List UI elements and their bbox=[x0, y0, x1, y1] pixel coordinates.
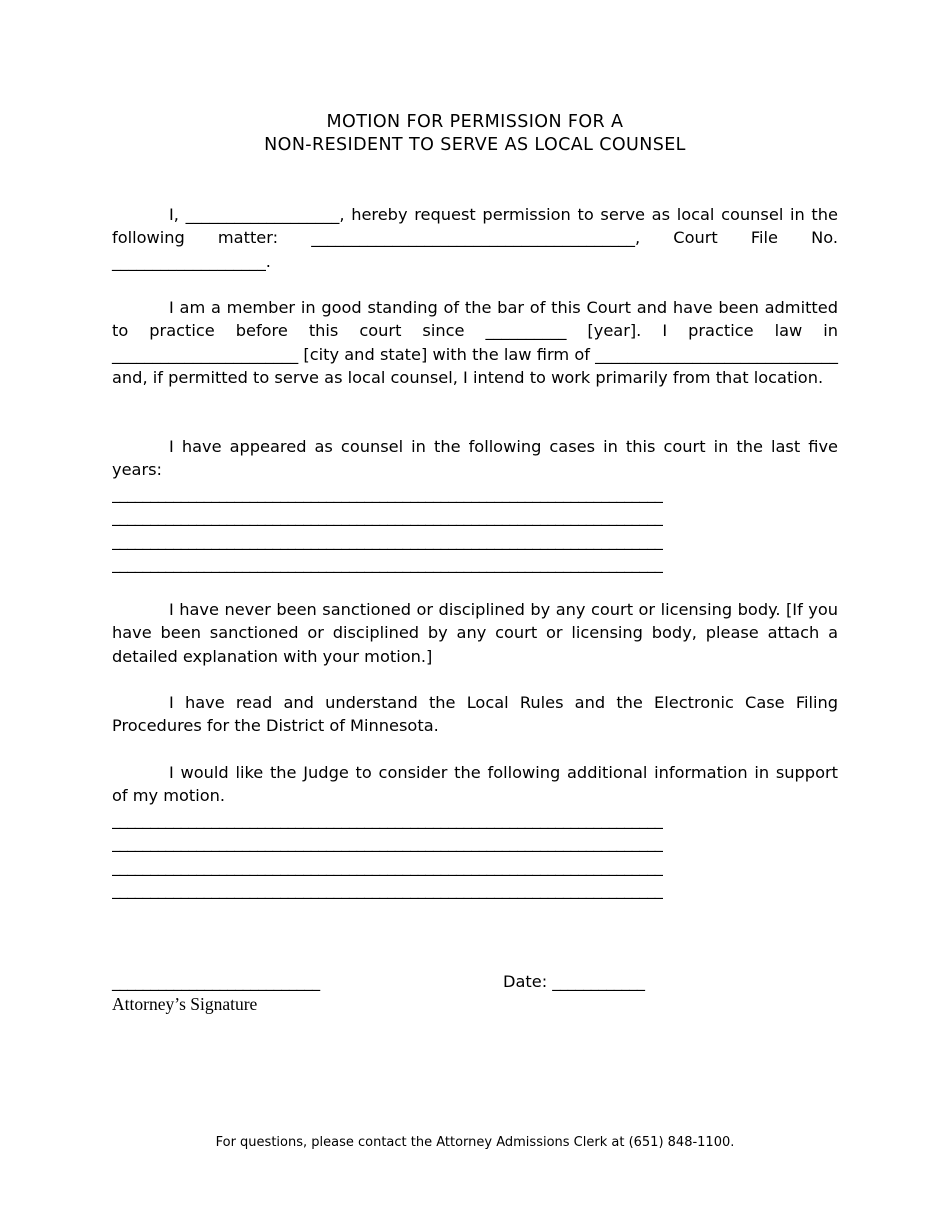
paragraph-text: I have read and understand the Local Rules and the Electronic Case Filing Procedures for the District of Minnesota. bbox=[112, 693, 838, 736]
date-label: Date: bbox=[503, 972, 553, 991]
date-field bbox=[503, 970, 645, 993]
cases-blank-line-3[interactable]: ________________________________________________________________________ bbox=[112, 530, 663, 550]
paragraph-standing bbox=[112, 296, 838, 390]
paragraph-request bbox=[112, 203, 838, 273]
signature-label: Attorney’s Signature bbox=[112, 994, 258, 1014]
additional-blank-line-4[interactable]: ________________________________________________________________________ bbox=[112, 879, 663, 899]
paragraph-text: I would like the Judge to consider the following additional information in support of my motion. bbox=[112, 763, 838, 806]
paragraph-cases bbox=[112, 435, 838, 575]
paragraph-text: I am a member in good standing of the bar of this Court and have been admitted to practice before this court since __________ [year]. I practice law in _______________________ [city and state] with the law firm of ______________________________ and, if permitted to serve as local counsel, I intend to work primarily from that location. bbox=[112, 298, 838, 388]
title-line-2: NON-RESIDENT TO SERVE AS LOCAL COUNSEL bbox=[264, 135, 686, 155]
cases-blank-line-2[interactable]: ________________________________________________________________________ bbox=[112, 507, 663, 527]
paragraph-local-rules bbox=[112, 691, 838, 738]
additional-blank-line-1[interactable]: ________________________________________________________________________ bbox=[112, 809, 663, 829]
signature-line[interactable]: ___________________________ bbox=[112, 972, 320, 991]
paragraph-text: I have never been sanctioned or disciplined by any court or licensing body. [If you have been sanctioned or disciplined by any court or licensing body, please attach a detailed explanation with your motion.] bbox=[112, 600, 838, 666]
footer-contact: For questions, please contact the Attorney Admissions Clerk at (651) 848-1100. bbox=[215, 1135, 735, 1150]
document-title bbox=[0, 111, 950, 157]
title-line-1: MOTION FOR PERMISSION FOR A bbox=[326, 112, 624, 132]
cases-blank-line-1[interactable]: ________________________________________________________________________ bbox=[112, 483, 663, 503]
cases-blank-line-4[interactable]: ________________________________________________________________________ bbox=[112, 553, 663, 573]
paragraph-additional-info bbox=[112, 761, 838, 901]
paragraph-text: I have appeared as counsel in the following cases in this court in the last five years: bbox=[112, 437, 838, 480]
paragraph-sanctions bbox=[112, 598, 838, 668]
paragraph-text: I, ___________________, hereby request permission to serve as local counsel in the following matter: ________________________________________, Court File No. ___________________. bbox=[112, 205, 838, 271]
date-blank[interactable]: ____________ bbox=[552, 972, 645, 991]
additional-blank-line-3[interactable]: ________________________________________________________________________ bbox=[112, 856, 663, 876]
additional-blank-line-2[interactable]: ________________________________________________________________________ bbox=[112, 833, 663, 853]
